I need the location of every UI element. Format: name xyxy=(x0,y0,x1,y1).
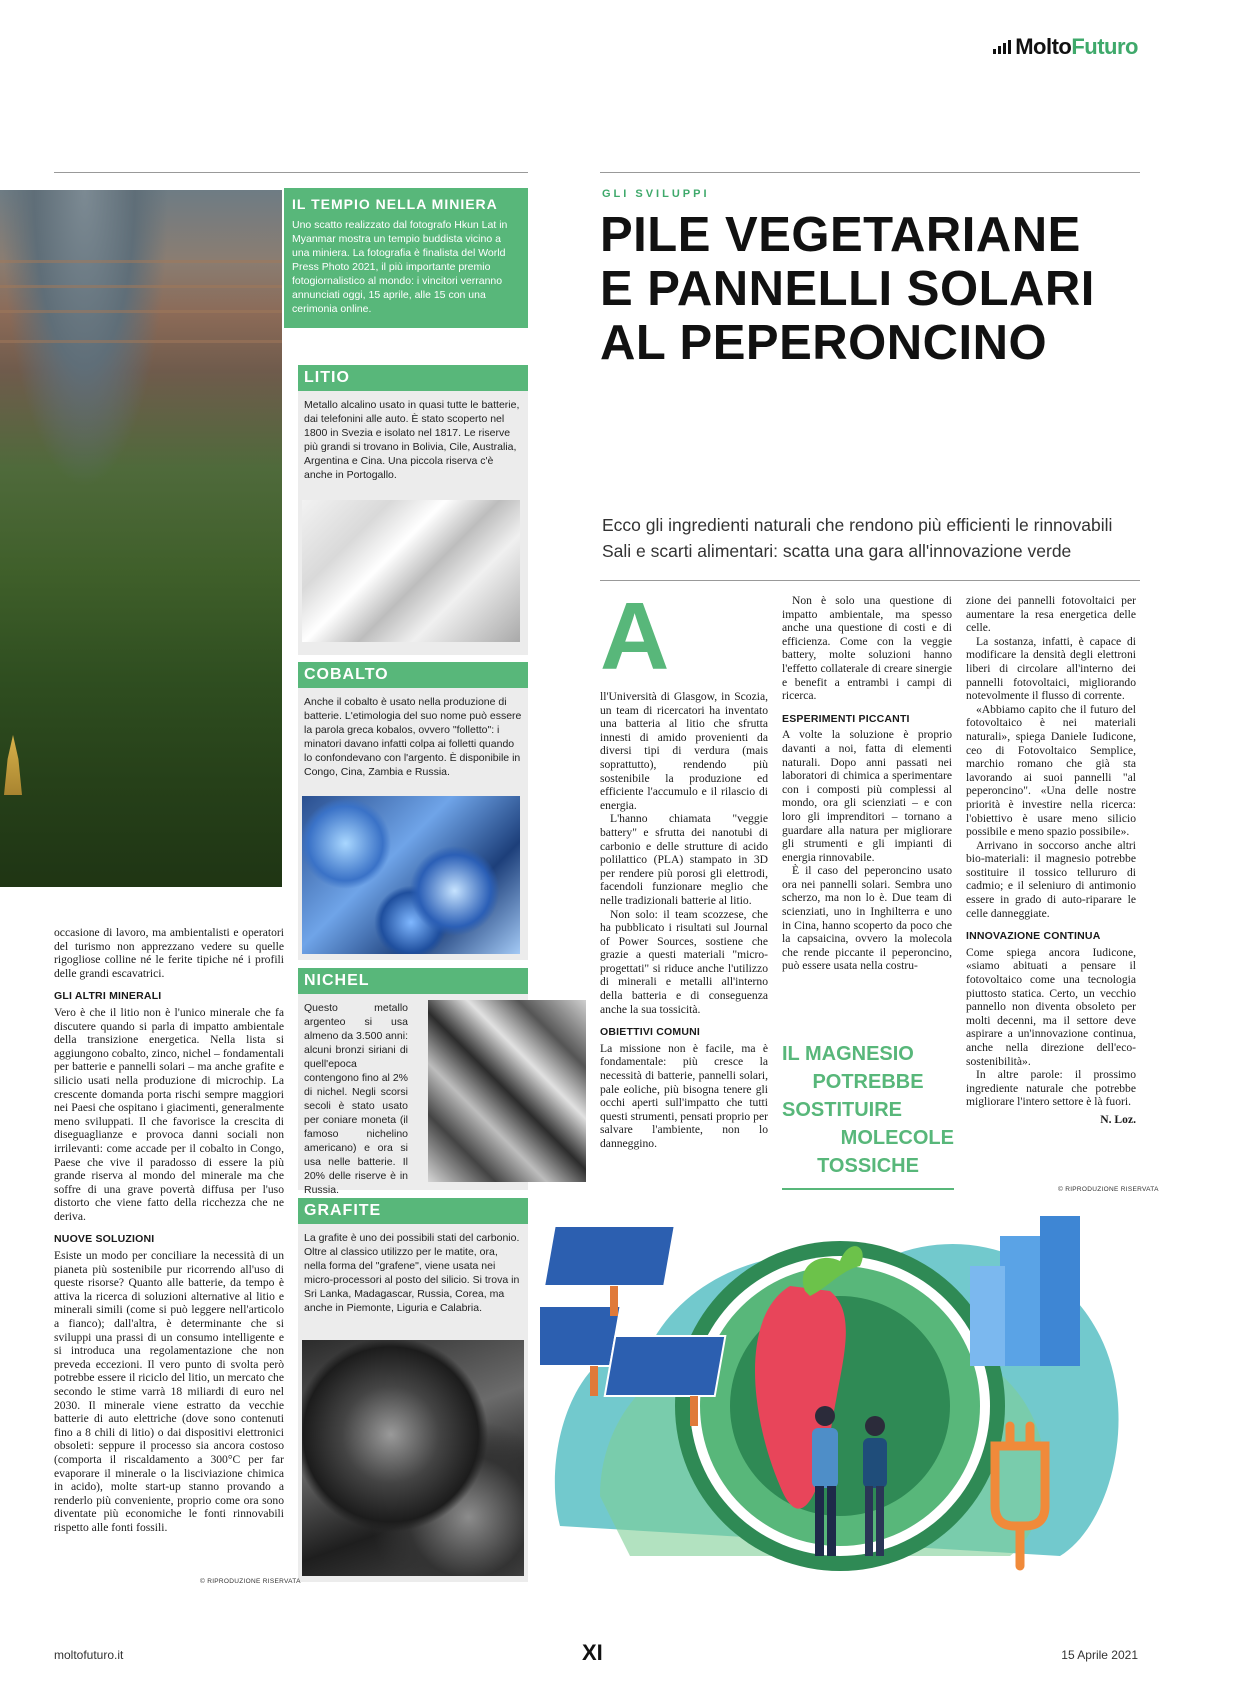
mineral-title: LITIO xyxy=(298,365,528,391)
mineral-box-cobalto xyxy=(298,662,528,960)
paragraph: Vero è che il litio non è l'unico minerale che fa discutere quando si parla di impatto ambientale della transizione energetica. Nella lista si aggiungono cobalto, zinco, nichel – fondamentali per batterie e pannelli solari – ma anche grafite e silicio usati nella produzione di microchip. La crescente domanda porta rischi sempre maggiori nei Paesi che ospitano i giacimenti, generalmente meno sviluppati. Il che favorisce la crescita di diseguaglianze e provoca danni sociali non irrilevanti: come accade per il cobalto in Congo, Paese che vive il paradosso di essere la più grande riserva al mondo del minerale ma che soffre di una grave povertà diffusa per l'uso distorto che viene fatto della ricchezza che ne deriva. xyxy=(54,1005,284,1223)
mineral-box-grafite xyxy=(298,1198,528,1582)
quote-line: SOSTITUIRE xyxy=(782,1099,903,1121)
mineral-text: Anche il cobalto è usato nella produzione di batterie. L'etimologia del suo nome può essere la parola greca kobalos, ovvero "folletto": i minatori davano infatti colpa ai folletti quando lo confondevano con l'argento. È disponibile in Congo, Cina, Zambia e Russia. xyxy=(304,696,522,778)
pagoda-image xyxy=(4,735,22,795)
mineral-text: Metallo alcalino usato in quasi tutte le batterie, dai telefonini alle auto. È stato scoperto nel 1800 in Svezia e isolato nel 1817. Le riserve più grandi si trovano in Bolivia, Cile, Australia, Argentina e Cina. Una piccola riserva c'è anche in Portogallo. xyxy=(304,399,520,481)
mine-caption-text: Uno scatto realizzato dal fotografo Hkun Lat in Myanmar mostra un tempio buddista vicino a una miniera. La fotografia è finalista del World Press Photo 2021, il più importante premio fotogiornalistico al mondo: i vincitori verranno annunciati oggi, 15 aprile, alle 15 con una cerimonia online. xyxy=(292,219,508,315)
copyright-right: © RIPRODUZIONE RISERVATA xyxy=(1058,1186,1159,1193)
mineral-box-litio xyxy=(298,365,528,655)
mine-caption-box xyxy=(284,188,528,328)
mineral-text: Questo metallo argenteo si usa almeno da 3.500 anni: alcuni bronzi siriani di quell'epoca contengono fino al 2% di nichel. Negli scorsi secoli è stato usato per coniare moneta (il famoso nichelino americano) e ora si usa nelle batterie. Il 20% delle riserve è in Russia. xyxy=(304,1002,408,1196)
quote-line: MOLECOLE xyxy=(840,1127,954,1149)
divider-left xyxy=(54,172,528,173)
nichel-photo xyxy=(428,1000,586,1182)
pull-quote xyxy=(782,1040,954,1180)
paragraph: «Abbiamo capito che il futuro del fotovoltaico è nei materiali naturali», spiega Daniele Iudicone, ceo di Fotovoltaico Semplice, marchio romano che già sta lavorando ai suoi pannelli "al peperoncino". «Una delle nostre priorità è investire nella ricerca: l'obiettivo è usare meno silicio possibile e meno spazio possibile». xyxy=(966,702,1136,839)
divider-right xyxy=(600,172,1140,173)
headline-line: E PANNELLI SOLARI xyxy=(600,262,1095,316)
article-headline xyxy=(600,208,1140,370)
quote-line: POTREBBE xyxy=(812,1071,924,1093)
paragraph: In altre parole: il prossimo ingrediente naturale che potrebbe migliorare l'intero settore è là fuori. xyxy=(966,1068,1136,1109)
copyright-left: © RIPRODUZIONE RISERVATA xyxy=(200,1578,301,1585)
article-column-1 xyxy=(600,690,768,1151)
divider-subtitle xyxy=(600,580,1140,581)
mine-photo xyxy=(0,190,282,887)
left-column xyxy=(54,926,284,1535)
footer-date: 15 Aprile 2021 xyxy=(1061,1648,1138,1662)
brand-part1: Molto xyxy=(1015,34,1072,59)
mineral-text: La grafite è uno dei possibili stati del carbonio. Oltre al classico utilizzo per le matite, ora, nella forma del "grafene", viene usata nei micro-processori al posto del silicio. Si trova in Sri Lanka, Madagascar, Russia, Corea, ma anche in Piemonte, Liguria e Calabria. xyxy=(304,1232,520,1314)
page-number: XI xyxy=(582,1640,603,1665)
mineral-title: NICHEL xyxy=(298,968,528,994)
paragraph: La sostanza, infatti, è capace di modificare la densità degli elettroni liberi di circolare all'interno dei pannelli fotovoltaici, migliorando notevolmente il flusso di corrente. xyxy=(966,634,1136,703)
mine-caption-title: IL TEMPIO NELLA MINIERA xyxy=(292,196,498,212)
paragraph: zione dei pannelli fotovoltaici per aumentare la resa energetica delle celle. xyxy=(966,594,1136,635)
pull-quote-rule xyxy=(782,1188,954,1190)
paragraph: occasione di lavoro, ma ambientalisti e operatori del turismo non apprezzano vedere su quelle rigogliose colline né le ferite tipiche né i profili delle grandi escavatrici. xyxy=(54,926,284,980)
author-signature: N. Loz. xyxy=(1100,1112,1136,1126)
paragraph: ll'Università di Glasgow, in Scozia, un team di ricercatori ha inventato una batteria al litio che sfrutta innesti di amido provenienti da diversi tipi di verdura (mais soprattutto), rendendo più sostenibile la produzione ed efficiente l'accumulo e il rilascio di energia. xyxy=(600,690,768,812)
headline-line: PILE VEGETARIANE xyxy=(600,208,1081,262)
paragraph: A volte la soluzione è proprio davanti a noi, fatta di elementi naturali. Dopo anni passati nei laboratori di chimica a sperimentare con i composti più complessi al mondo, ora gli scienziati – e con loro gli imprenditori – tornano a guardare alla natura per migliorare gli strumenti e gli impianti di energia rinnovabile. xyxy=(782,728,952,864)
quote-line: IL MAGNESIO xyxy=(782,1043,914,1065)
section-heading: INNOVAZIONE CONTINUA xyxy=(966,930,1101,943)
paragraph: La missione non è facile, ma è fondamentale: più cresce la necessità di batterie, pannelli solari, pale eoliche, più bisogna tenere gli occhi aperti sull'impatto che tutti questi strumenti, pensati proprio per salvare l'ambiente, non lo danneggino. xyxy=(600,1041,768,1150)
mineral-title: GRAFITE xyxy=(298,1198,528,1224)
quote-line: TOSSICHE xyxy=(817,1155,919,1177)
litio-photo xyxy=(302,500,520,642)
section-heading: ESPERIMENTI PICCANTI xyxy=(782,712,910,725)
footer-url: moltofuturo.it xyxy=(54,1648,124,1662)
article-column-2 xyxy=(782,594,952,973)
paragraph: Non è solo una questione di impatto ambientale, ma spesso anche una questione di costi e di efficienza. Come con la veggie battery, molte soluzioni hanno l'effetto collaterale di creare sinergie e benefit a entrambi i campi di ricerca. xyxy=(782,594,952,703)
article-kicker: GLI SVILUPPI xyxy=(602,188,710,200)
solar-pepper-illustration xyxy=(540,1196,1120,1586)
paragraph: L'hanno chiamata "veggie battery" e sfrutta dei nanotubi di carbonio e delle strutture di acido polilattico (PLA) stampato in 3D per rendere più porosi gli elettrodi, facendoli funzionare meglio che nelle tradizionali batterie al litio. xyxy=(600,812,768,907)
article-column-3 xyxy=(966,594,1136,1127)
subtitle-line: Ecco gli ingredienti naturali che rendono più efficienti le rinnovabili xyxy=(602,515,1113,535)
grafite-photo xyxy=(302,1340,524,1576)
paragraph: Arrivano in soccorso anche altri bio-materiali: il magnesio potrebbe sostituire il tossico tellururo di cadmio; e il seleniuro di antimonio essere in grado di auto-riparare le celle danneggiate. xyxy=(966,838,1136,920)
paragraph: Esiste un modo per conciliare la necessità di un pianeta più sostenibile pur ricorrendo all'uso di queste risorse? Quanto alle batterie, da tempo è attiva la ricerca di soluzioni alternative al litio e minerali simili (come si può leggere nell'articolo a fianco); dall'altra, è determinante che si sviluppi una prassi di un consumo intelligente e si introduca una regolamentazione che non preveda eccezioni. Il vero punto di svolta però potrebbe essere il riciclo del litio, un mercato che secondo le stime varrà 18 miliardi di euro nel 2030. Il minerale viene estratto da vecchie batterie di auto elettriche (dove sono contenuti fino a 8 chili di litio) o dai dispositivi elettronici obsoleti: seppure il processo sia ancora costoso (comporta il riscaldamento a 300°C per far evaporare il minerale o la lisciviazione chimica in acido), molte start-up stanno provando a renderlo più conveniente, proprio come ora sono diventate più economiche le fonti rinnovabili rispetto alle fonti fossili. xyxy=(54,1249,284,1534)
mineral-title: COBALTO xyxy=(298,662,528,688)
headline-line: AL PEPERONCINO xyxy=(600,316,1048,370)
article-subtitle xyxy=(602,512,1142,564)
brand-part2: Futuro xyxy=(1071,34,1138,59)
drop-cap: A xyxy=(600,583,670,690)
cobalto-photo xyxy=(302,796,520,954)
section-heading: NUOVE SOLUZIONI xyxy=(54,1233,155,1246)
section-heading: OBIETTIVI COMUNI xyxy=(600,1026,701,1039)
subtitle-line: Sali e scarti alimentari: scatta una gara all'innovazione verde xyxy=(602,541,1072,561)
paragraph: Come spiega ancora Iudicone, «siamo abituati a pensare il fotovoltaico come una tecnologia piuttosto statica. Certo, un vecchio pannello non diventa obsoleto per molti decenni, ma il settore deve aspirare a un'innovazione continua, anche nella direzione dell'eco-sostenibilità». xyxy=(966,945,1136,1068)
paragraph: Non solo: il team scozzese, che ha pubblicato i risultati sul Journal of Power Sources, sostiene che grazie a questi materiali "micro-progettati" si riduce anche l'utilizzo di minerali e metalli all'interno della batteria e di conseguenza anche la sua tossicità. xyxy=(600,907,768,1016)
brand-logo xyxy=(993,34,1138,60)
bars-icon xyxy=(993,40,1011,54)
paragraph: È il caso del peperoncino usato ora nei pannelli solari. Sembra uno scherzo, ma non lo è. Due team di scienziati, uno in Inghilterra e uno in Cina, hanno scoperto da poco che la capsaicina, ovvero la molecola che rende piccante il peperoncino, può essere usata nella costru- xyxy=(782,864,952,973)
section-heading: GLI ALTRI MINERALI xyxy=(54,990,162,1003)
